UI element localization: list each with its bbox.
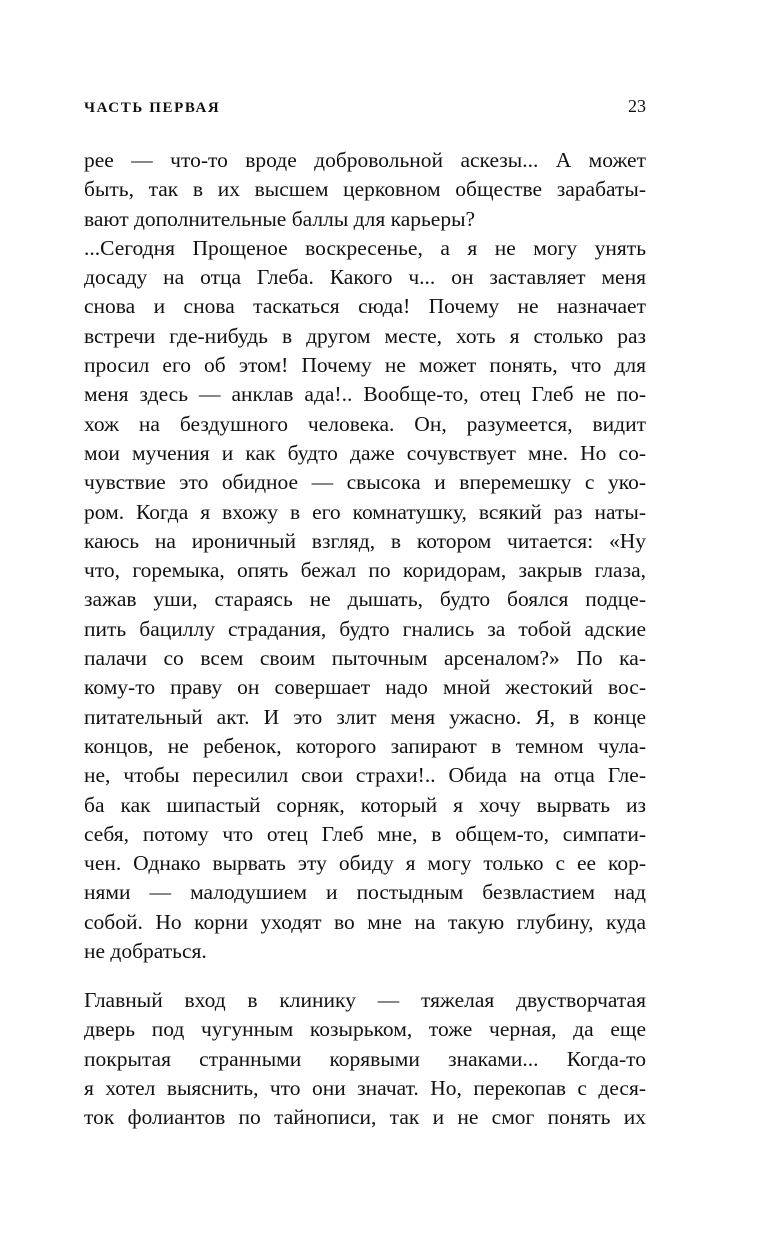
text-line: палачи со всем своим пыточным арсеналом?» По ка- <box>84 646 646 671</box>
text-line: питательный акт. И это злит меня ужасно. Я, в конце <box>84 704 646 729</box>
text-line: ...Сегодня Прощеное воскресенье, а я не могу унять <box>84 235 646 260</box>
text-line: хож на бездушного человека. Он, разумеется, видит <box>84 411 646 436</box>
paragraph <box>84 234 646 966</box>
text-line: мои мучения и как будто даже сочувствует мне. Но со- <box>84 440 646 465</box>
text-line: нями — малодушием и постыдным безвластием над <box>84 880 646 905</box>
text-line: не добраться. <box>84 939 207 964</box>
text-line: снова и снова таскаться сюда! Почему не назначает <box>84 294 646 319</box>
text-line: собой. Но корни уходят во мне на такую глубину, куда <box>84 909 646 934</box>
page-number: 23 <box>628 96 646 116</box>
text-line: меня здесь — анклав ада!.. Вообще-то, отец Глеб не по- <box>84 382 646 407</box>
text-line: покрытая странными корявыми знаками... Когда-то <box>84 1046 646 1071</box>
text-line: пить бациллу страдания, будто гнались за тобой адские <box>84 616 646 641</box>
text-line: досаду на отца Глеба. Какого ч... он заставляет меня <box>84 265 646 290</box>
text-line: ба как шипастый сорняк, который я хочу вырвать из <box>84 792 646 817</box>
text-line: вают дополнительные баллы для карьеры? <box>84 206 476 231</box>
text-line: себя, потому что отец Глеб мне, в общем-то, симпати- <box>84 821 646 846</box>
text-line: Главный вход в клинику — тяжелая двустворчатая <box>84 988 646 1012</box>
text-line: кому-то праву он совершает надо мной жестокий вос- <box>84 675 646 700</box>
section-title: ЧАСТЬ ПЕРВАЯ <box>84 100 221 116</box>
text-line: каюсь на ироничный взгляд, в котором читается: «Ну <box>84 528 646 553</box>
paragraph-continued <box>84 146 646 234</box>
text-line: чен. Однако вырвать эту обиду я могу только с ее кор- <box>84 851 646 876</box>
text-line: концов, не ребенок, которого запирают в темном чула- <box>84 733 646 758</box>
text-line: просил его об этом! Почему не может понять, что для <box>84 353 646 378</box>
text-block-top <box>84 146 646 966</box>
text-line: я хотел выяснить, что они значат. Но, перекопав с деся- <box>84 1075 646 1100</box>
text-line: рее — что-то вроде добровольной аскезы... А может <box>84 148 646 172</box>
text-line: дверь под чугунным козырьком, тоже черная, да еще <box>84 1017 646 1042</box>
paragraph <box>84 986 646 1132</box>
text-line: не, чтобы пересилил свои страхи!.. Обида на отца Гле- <box>84 763 646 788</box>
running-head <box>84 96 646 120</box>
text-line: что, горемыка, опять бежал по коридорам, закрыв глаза, <box>84 558 646 583</box>
text-line: ром. Когда я вхожу в его комнатушку, всякий раз наты- <box>84 499 646 524</box>
text-line: встречи где-нибудь в другом месте, хоть я столько раз <box>84 323 646 348</box>
text-block-bottom <box>84 986 646 1132</box>
text-line: чувствие это обидное — свысока и вперемешку с уко- <box>84 470 646 495</box>
text-line: быть, так в их высшем церковном обществе зарабаты- <box>84 177 646 202</box>
text-line: ток фолиантов по тайнописи, так и не смог понять их <box>84 1105 646 1130</box>
text-line: зажав уши, стараясь не дышать, будто боялся подце- <box>84 587 646 612</box>
